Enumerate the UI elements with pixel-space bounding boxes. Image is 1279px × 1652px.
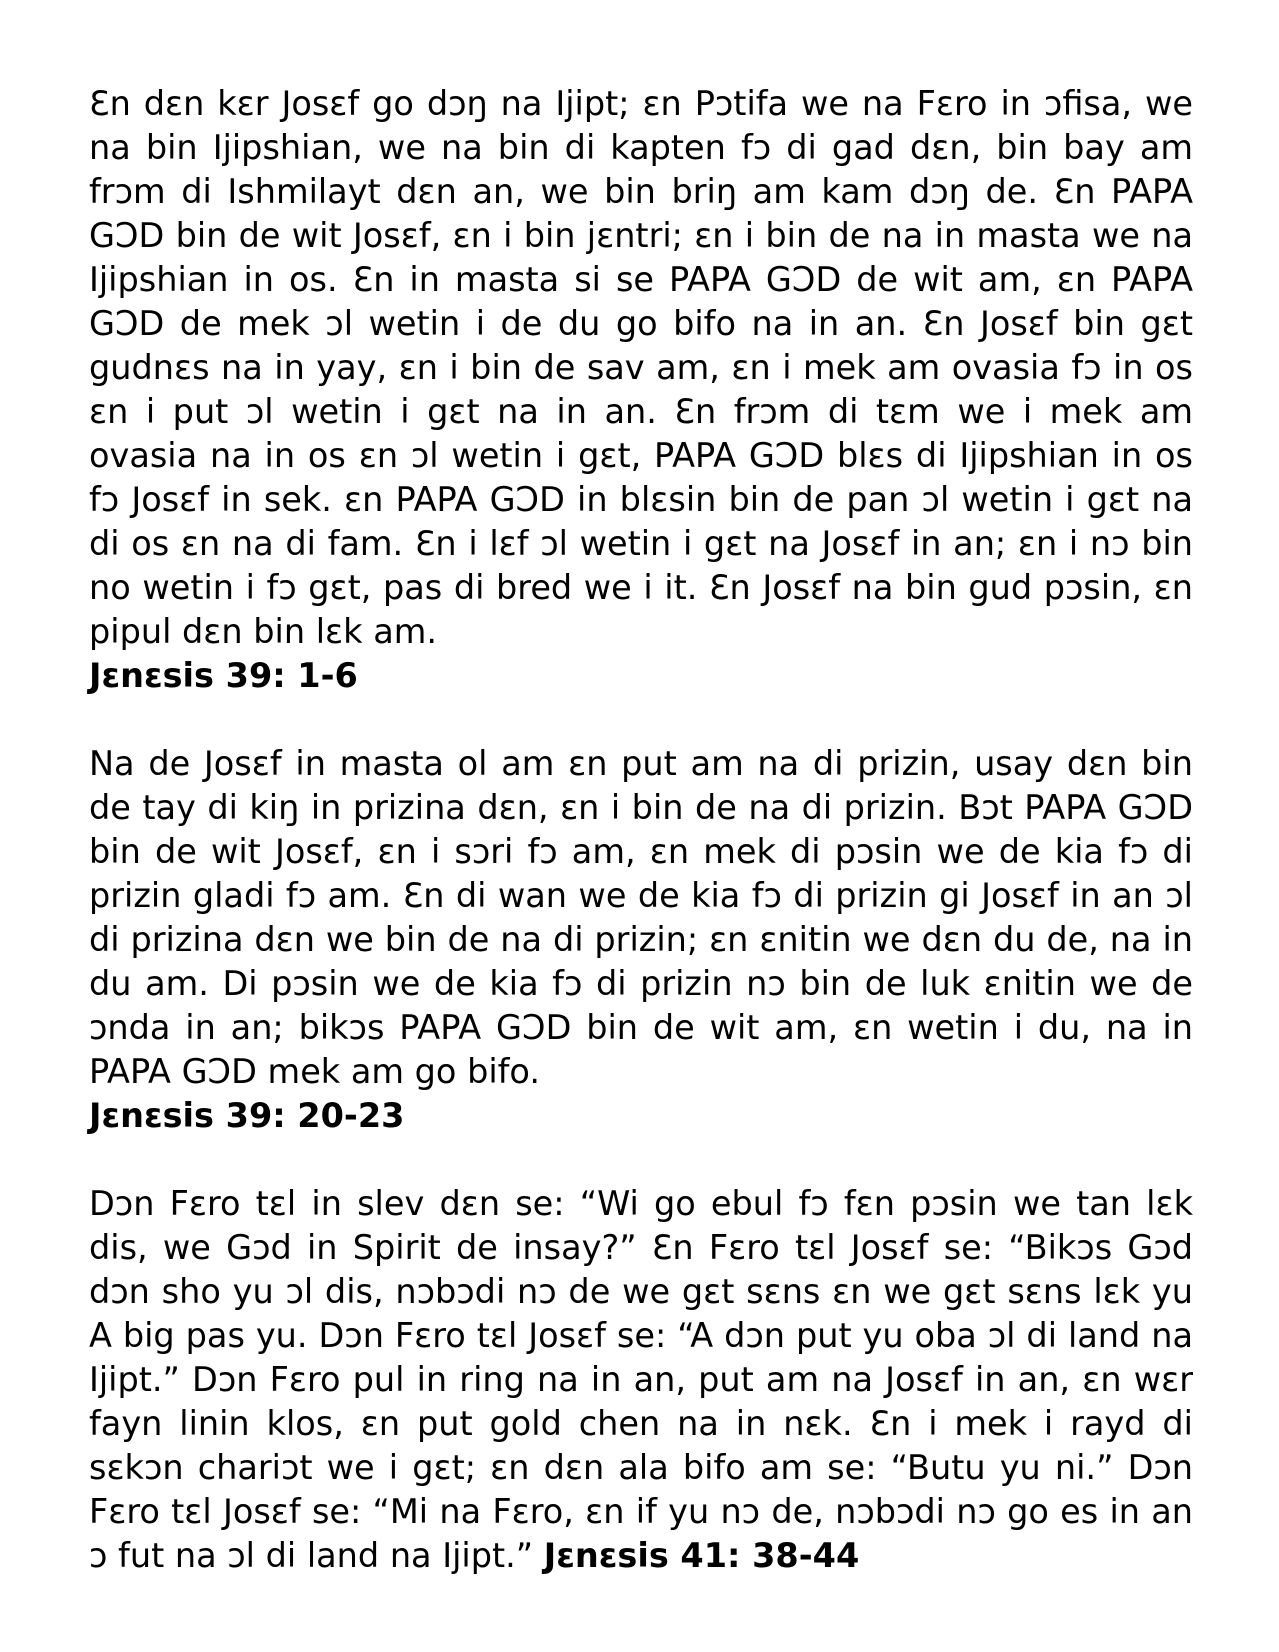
paragraph-spacer [89, 698, 1193, 742]
scripture-reference-3: Jɛnɛsis 41: 38-44 [543, 1536, 860, 1575]
scripture-page [89, 82, 1193, 1578]
passage-paragraph-1: Ɛn dɛn kɛr Josɛf go dɔŋ na Ijipt; ɛn Pɔtifa we na Fɛro in ɔfisa, we na bin Ijipshian, we na bin di kapten fɔ di gad dɛn, bin bay am frɔm di Ishmilayt dɛn an, we bin briŋ am kam dɔŋ de. Ɛn PAPA GƆD bin de wit Josɛf, ɛn i bin jɛntri; ɛn i bin de na in masta we na Ijipshian in os. Ɛn in masta si se PAPA GƆD de wit am, ɛn PAPA GƆD de mek ɔl wetin i de du go bifo na in an. Ɛn Josɛf bin gɛt gudnɛs na in yay, ɛn i bin de sav am, ɛn i mek am ovasia fɔ in os ɛn i put ɔl wetin i gɛt na in an. Ɛn frɔm di tɛm we i mek am ovasia na in os ɛn ɔl wetin i gɛt, PAPA GƆD blɛs di Ijipshian in os fɔ Josɛf in sek. ɛn PAPA GƆD in blɛsin bin de pan ɔl wetin i gɛt na di os ɛn na di fam. Ɛn i lɛf ɔl wetin i gɛt na Josɛf in an; ɛn i nɔ bin no wetin i fɔ gɛt, pas di bred we i it. Ɛn Josɛf na bin gud pɔsin, ɛn pipul dɛn bin lɛk am. [89, 84, 1193, 651]
scripture-reference-1: Jɛnɛsis 39: 1-6 [89, 656, 358, 695]
paragraph-spacer [89, 1138, 1193, 1182]
passage-paragraph-3 [89, 1182, 1193, 1578]
passage-paragraph-2: Na de Josɛf in masta ol am ɛn put am na di prizin, usay dɛn bin de tay di kiŋ in prizina dɛn, ɛn i bin de na di prizin. Bɔt PAPA GƆD bin de wit Josɛf, ɛn i sɔri fɔ am, ɛn mek di pɔsin we de kia fɔ di prizin gladi fɔ am. Ɛn di wan we de kia fɔ di prizin gi Josɛf in an ɔl di prizina dɛn we bin de na di prizin; ɛn ɛnitin we dɛn du de, na in du am. Di pɔsin we de kia fɔ di prizin nɔ bin de luk ɛnitin we de ɔnda in an; bikɔs PAPA GƆD bin de wit am, ɛn wetin i du, na in PAPA GƆD mek am go bifo. [89, 744, 1193, 1091]
scripture-reference-2: Jɛnɛsis 39: 20-23 [89, 1096, 405, 1135]
passage-text-3: Dɔn Fɛro tɛl in slev dɛn se: “Wi go ebul fɔ fɛn pɔsin we tan lɛk dis, we Gɔd in Spirit de insay?” Ɛn Fɛro tɛl Josɛf se: “Bikɔs Gɔd dɔn sho yu ɔl dis, nɔbɔdi nɔ de we gɛt sɛns ɛn we gɛt sɛns lɛk yu A big pas yu. Dɔn Fɛro tɛl Josɛf se: “A dɔn put yu oba ɔl di land na Ijipt.” Dɔn Fɛro pul in ring na in an, put am na Josɛf in an, ɛn wɛr fayn linin klos, ɛn put gold chen na in nɛk. Ɛn i mek i rayd di sɛkɔn chariɔt we i gɛt; ɛn dɛn ala bifo am se: “Butu yu ni.” Dɔn Fɛro tɛl Josɛf se: “Mi na Fɛro, ɛn if yu nɔ de, nɔbɔdi nɔ go es in an ɔ fut na ɔl di land na Ijipt.” [89, 1184, 1193, 1575]
